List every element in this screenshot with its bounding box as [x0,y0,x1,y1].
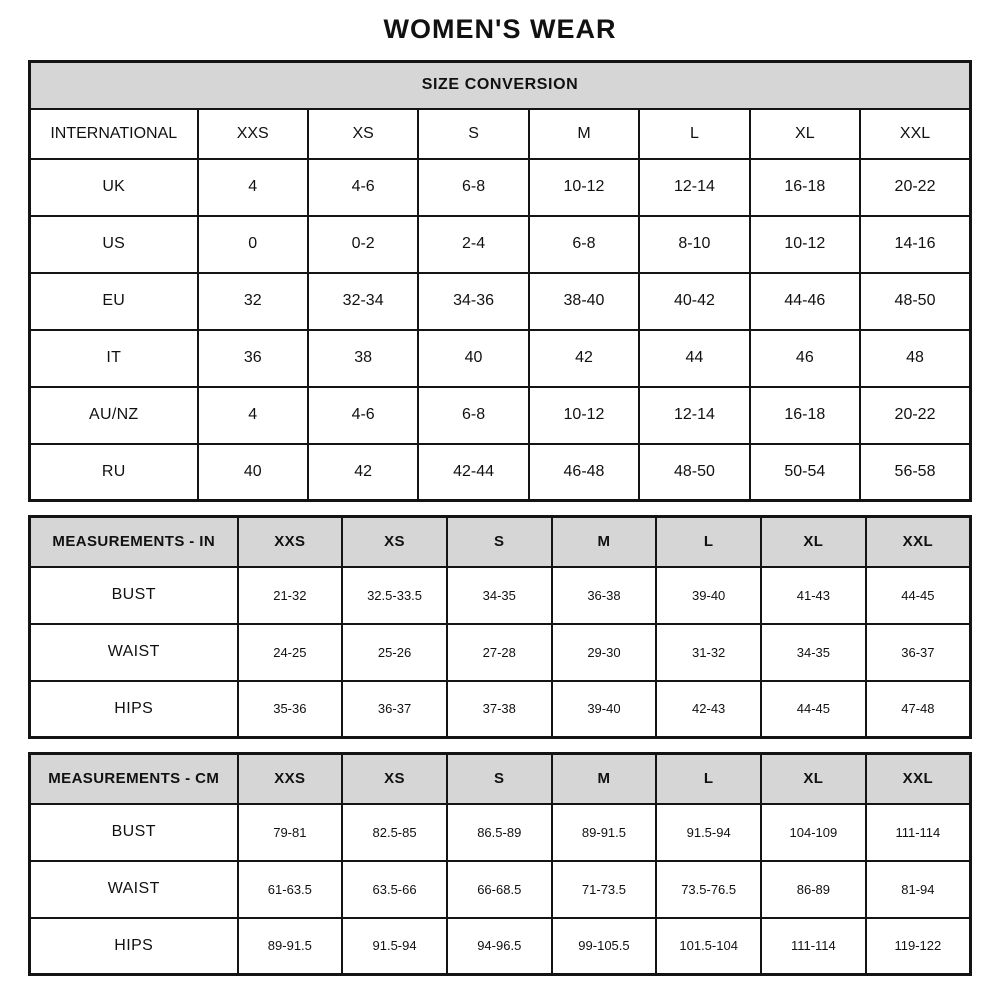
value-cell: 34-35 [761,624,866,681]
size-column-header: XS [342,517,447,567]
value-cell: 46-48 [529,444,639,501]
measurements-cm-row-axis-header: MEASUREMENTS - CM [30,754,238,804]
value-cell: 111-114 [761,918,866,975]
value-cell: 73.5-76.5 [656,861,761,918]
value-cell: 38-40 [529,273,639,330]
value-cell: 25-26 [342,624,447,681]
measurements-cm-body [30,754,971,975]
size-conversion-row [30,273,971,330]
size-conversion-body [30,109,971,501]
value-cell: 119-122 [866,918,971,975]
value-cell: 44-46 [750,273,860,330]
value-cell: 12-14 [639,159,749,216]
value-cell: 4-6 [308,159,418,216]
size-column-header: XL [761,517,866,567]
row-label: EU [30,273,198,330]
value-cell: 32.5-33.5 [342,567,447,624]
size-conversion-caption-row [30,62,971,109]
row-label: HIPS [30,918,238,975]
value-cell: 41-43 [761,567,866,624]
value-cell: 94-96.5 [447,918,552,975]
value-cell: 34-36 [418,273,528,330]
value-cell: 16-18 [750,159,860,216]
value-cell: 36 [198,330,308,387]
measurements-in-header-row [30,517,971,567]
row-label: IT [30,330,198,387]
value-cell: 16-18 [750,387,860,444]
value-cell: 101.5-104 [656,918,761,975]
value-cell: 40 [198,444,308,501]
value-cell: 37-38 [447,681,552,738]
value-cell: 32 [198,273,308,330]
size-conversion-table [28,60,972,502]
value-cell: 10-12 [529,387,639,444]
value-cell: 47-48 [866,681,971,738]
size-column-header: XXL [866,517,971,567]
value-cell: 79-81 [238,804,343,861]
row-label: RU [30,444,198,501]
measurements-in-row [30,681,971,738]
size-column-header: XS [308,109,418,159]
row-label: BUST [30,804,238,861]
value-cell: 42 [308,444,418,501]
value-cell: 42-44 [418,444,528,501]
value-cell: 6-8 [418,387,528,444]
value-cell: 44-45 [761,681,866,738]
measurements-cm-row [30,918,971,975]
measurements-in-row [30,567,971,624]
row-label: US [30,216,198,273]
value-cell: 39-40 [552,681,657,738]
value-cell: 6-8 [418,159,528,216]
value-cell: 86.5-89 [447,804,552,861]
value-cell: 99-105.5 [552,918,657,975]
row-label: BUST [30,567,238,624]
size-column-header: XL [761,754,866,804]
row-label: HIPS [30,681,238,738]
value-cell: 24-25 [238,624,343,681]
size-column-header: XL [750,109,860,159]
size-conversion-row [30,387,971,444]
value-cell: 12-14 [639,387,749,444]
value-cell: 0-2 [308,216,418,273]
value-cell: 111-114 [866,804,971,861]
row-label: AU/NZ [30,387,198,444]
value-cell: 48-50 [639,444,749,501]
size-column-header: L [639,109,749,159]
size-column-header: S [447,517,552,567]
row-label: WAIST [30,624,238,681]
size-column-header: S [447,754,552,804]
size-column-header: S [418,109,528,159]
value-cell: 4 [198,159,308,216]
value-cell: 44 [639,330,749,387]
value-cell: 56-58 [860,444,970,501]
value-cell: 14-16 [860,216,970,273]
value-cell: 46 [750,330,860,387]
value-cell: 48 [860,330,970,387]
value-cell: 10-12 [529,159,639,216]
size-conversion-row [30,444,971,501]
value-cell: 81-94 [866,861,971,918]
value-cell: 61-63.5 [238,861,343,918]
value-cell: 2-4 [418,216,528,273]
size-conversion-row-axis-header: INTERNATIONAL [30,109,198,159]
value-cell: 89-91.5 [552,804,657,861]
measurements-in-row-axis-header: MEASUREMENTS - IN [30,517,238,567]
measurements-cm-table [28,752,972,976]
size-conversion-row [30,159,971,216]
value-cell: 29-30 [552,624,657,681]
value-cell: 31-32 [656,624,761,681]
value-cell: 36-38 [552,567,657,624]
measurements-in-table [28,515,972,739]
size-column-header: M [529,109,639,159]
value-cell: 44-45 [866,567,971,624]
value-cell: 63.5-66 [342,861,447,918]
size-conversion-title: SIZE CONVERSION [30,62,971,109]
size-conversion-header-row [30,109,971,159]
value-cell: 38 [308,330,418,387]
value-cell: 91.5-94 [342,918,447,975]
measurements-cm-row [30,804,971,861]
page-title: WOMEN'S WEAR [383,14,617,44]
value-cell: 42 [529,330,639,387]
size-guide-page [28,0,972,976]
size-column-header: XS [342,754,447,804]
value-cell: 20-22 [860,387,970,444]
row-label: UK [30,159,198,216]
size-column-header: XXS [198,109,308,159]
size-column-header: L [656,754,761,804]
value-cell: 36-37 [866,624,971,681]
value-cell: 91.5-94 [656,804,761,861]
size-conversion-row [30,330,971,387]
value-cell: 50-54 [750,444,860,501]
size-column-header: L [656,517,761,567]
measurements-in-body [30,517,971,738]
value-cell: 66-68.5 [447,861,552,918]
value-cell: 40 [418,330,528,387]
value-cell: 71-73.5 [552,861,657,918]
value-cell: 20-22 [860,159,970,216]
size-column-header: XXL [860,109,970,159]
measurements-cm-row [30,861,971,918]
value-cell: 4 [198,387,308,444]
value-cell: 89-91.5 [238,918,343,975]
value-cell: 86-89 [761,861,866,918]
value-cell: 21-32 [238,567,343,624]
value-cell: 27-28 [447,624,552,681]
row-label: WAIST [30,861,238,918]
value-cell: 32-34 [308,273,418,330]
size-column-header: M [552,754,657,804]
value-cell: 6-8 [529,216,639,273]
value-cell: 104-109 [761,804,866,861]
size-column-header: XXS [238,754,343,804]
value-cell: 36-37 [342,681,447,738]
size-conversion-row [30,216,971,273]
value-cell: 39-40 [656,567,761,624]
value-cell: 0 [198,216,308,273]
value-cell: 8-10 [639,216,749,273]
value-cell: 42-43 [656,681,761,738]
measurements-cm-header-row [30,754,971,804]
value-cell: 4-6 [308,387,418,444]
value-cell: 34-35 [447,567,552,624]
value-cell: 48-50 [860,273,970,330]
size-column-header: XXS [238,517,343,567]
value-cell: 82.5-85 [342,804,447,861]
size-column-header: XXL [866,754,971,804]
size-column-header: M [552,517,657,567]
value-cell: 35-36 [238,681,343,738]
measurements-in-row [30,624,971,681]
value-cell: 10-12 [750,216,860,273]
value-cell: 40-42 [639,273,749,330]
